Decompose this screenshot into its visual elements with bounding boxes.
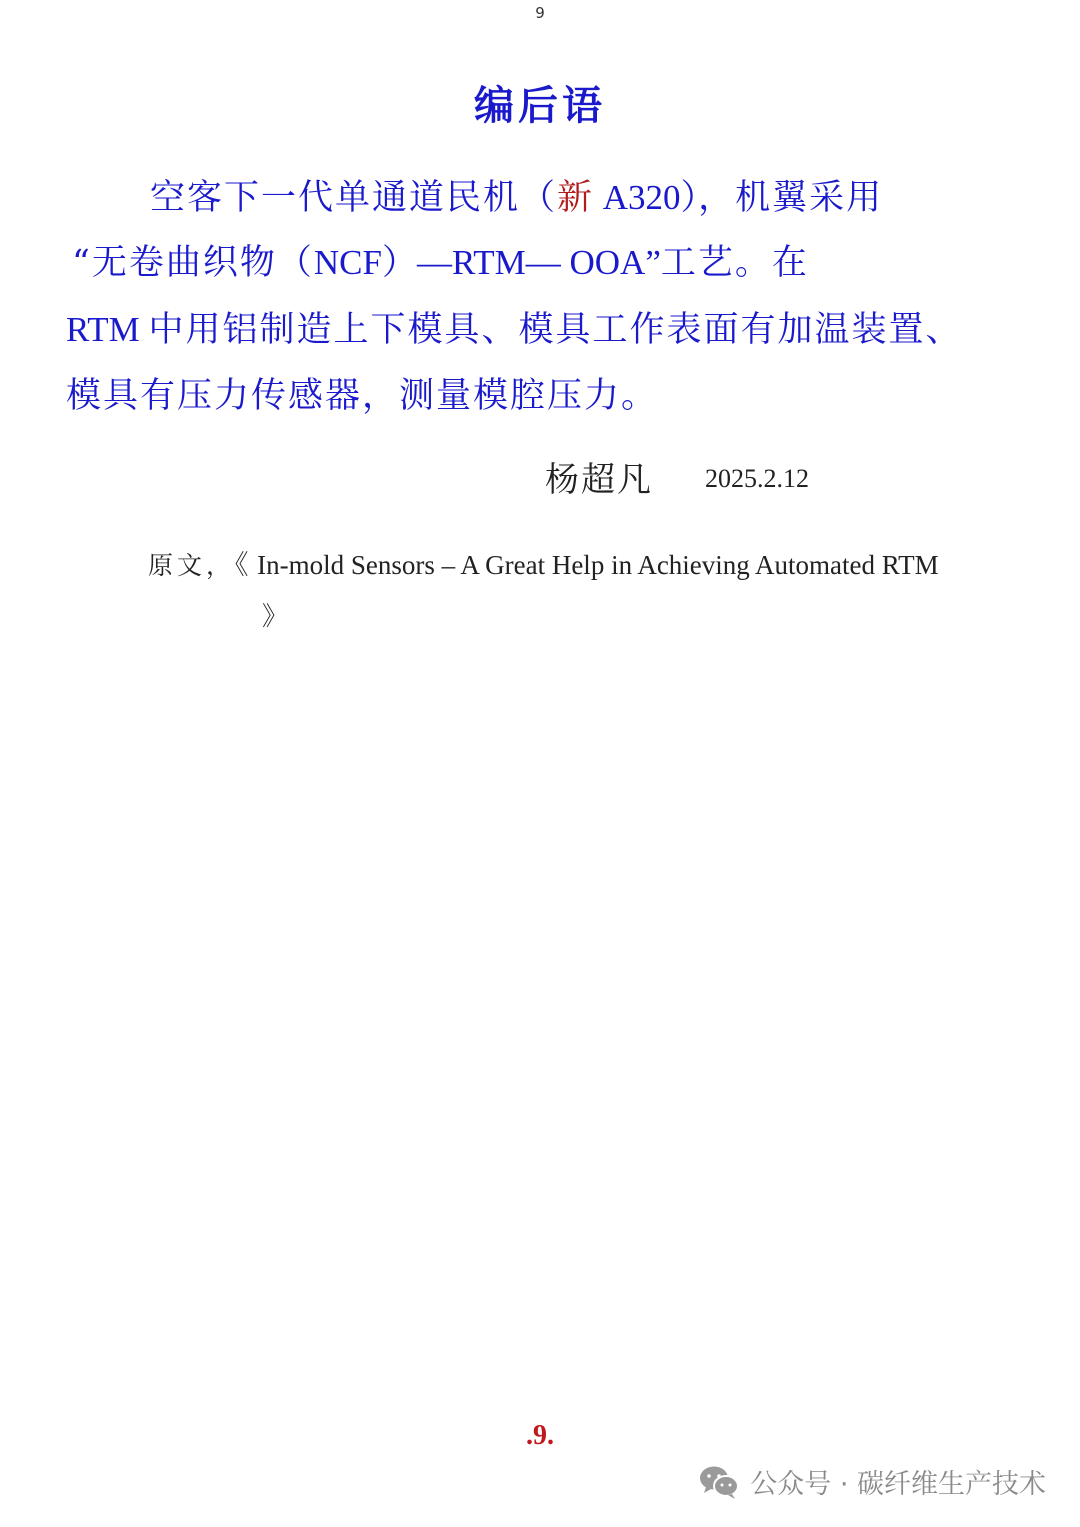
line1-prefix: 空客下一代单通道民机（ [150, 178, 558, 218]
paragraph-line-1 [150, 170, 883, 220]
line2-suffix: 工艺。在 [660, 243, 809, 283]
line3-suffix: 中用铝制造上下模具、模具工作表面有加温装置、 [148, 310, 963, 350]
source-title: In-mold Sensors – A Great Help in Achieving Automated RTM [257, 550, 939, 580]
watermark-text: 公众号 · 碳纤维生产技术 [750, 1469, 1046, 1500]
line2-open-quote: “无卷曲织物（ [72, 243, 314, 283]
source-open-quote: 《 [235, 550, 258, 581]
line1-latin: A320） [594, 178, 699, 217]
paragraph-line-2 [72, 235, 809, 285]
line2-latin: NCF）—RTM— OOA” [313, 243, 661, 282]
bottom-page-number: .9. [526, 1420, 554, 1451]
signature [545, 452, 809, 501]
page-title: 编后语 [474, 82, 606, 129]
line1-red-char: 新 [557, 178, 595, 218]
source-label: 原文， [148, 551, 236, 580]
top-page-number: 9 [535, 4, 545, 22]
line3-latin: RTM [66, 310, 149, 349]
source-close-quote: 》 [262, 602, 289, 632]
wechat-icon [698, 1464, 740, 1500]
signature-name: 杨超凡 [545, 460, 653, 500]
signature-date: 2025.2.12 [705, 464, 809, 493]
paragraph-line-3 [66, 302, 963, 352]
line1-suffix: ，机翼采用 [698, 178, 884, 218]
paragraph-line-4: 模具有压力传感器，测量模腔压力。 [66, 376, 659, 416]
source-citation [148, 543, 939, 582]
watermark [698, 1462, 1046, 1501]
